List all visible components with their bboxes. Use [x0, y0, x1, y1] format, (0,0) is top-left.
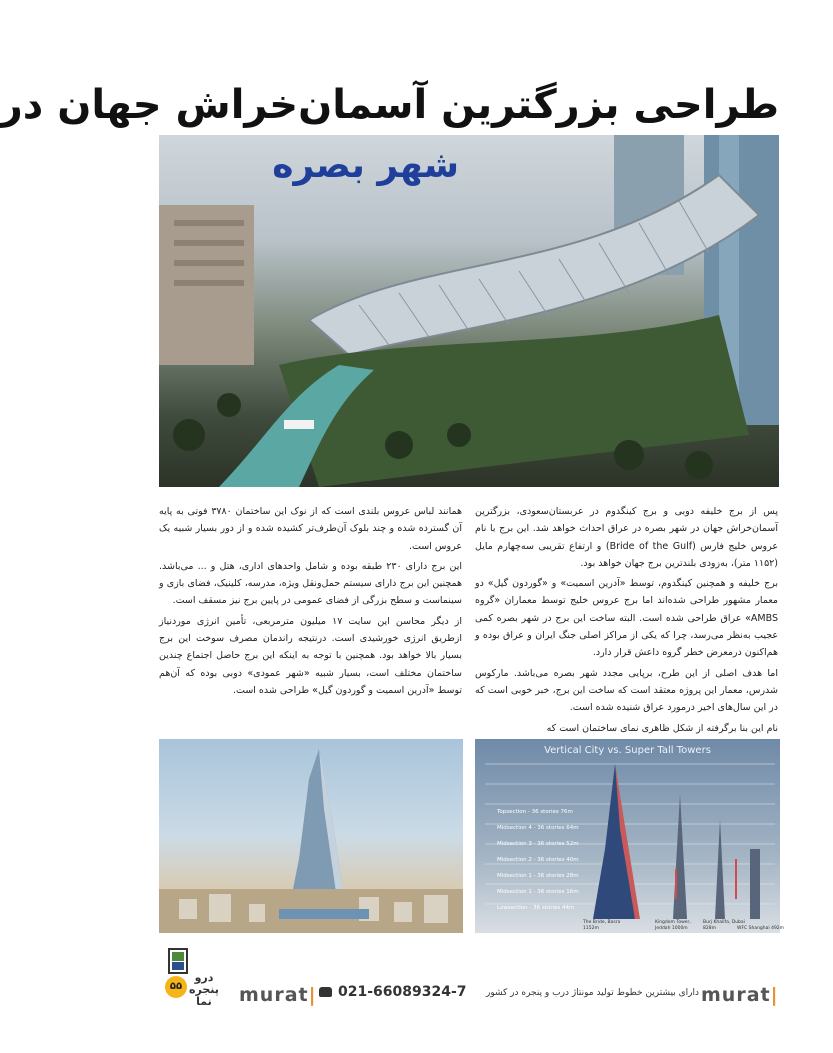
paragraph: از دیگر محاسن این سایت ۱۷ میلیون مترمربعی، تأمین انرژی موردنیاز ازطریق انرژی خورشیدی است. درنتیجه راندمان مصرف سوخت این برج بسیار بالا خواهد بود. همچنین با توجه به اینکه این برج حاصل اجتماع چندین ساختمان مختلف است، بسیار شبیه «شهر عمودی» دوبی بوده که آن‌هم توسط «آدرین اسمیت و گوردون گیل» طراحی شده است.	[159, 615, 462, 696]
diagram-caption: The Bride, Basra 1152m	[583, 920, 621, 931]
tower-silhouettes	[475, 739, 780, 933]
diagram-title: Vertical City vs. Super Tall Towers	[544, 745, 711, 756]
brand-logo-secondary: murat|	[239, 984, 317, 1006]
article-subtitle: شهر بصره	[272, 145, 459, 186]
article-column-left	[159, 503, 462, 702]
diagram-label: Midsection 1 - 36 stories 16m	[497, 889, 579, 895]
diagram-caption: WFC Shanghai 492m	[737, 925, 785, 931]
tower-illustration	[159, 739, 463, 933]
article-column-right	[475, 503, 778, 740]
footer-phone: 021-66089324-7	[319, 984, 467, 1000]
paragraph: این برج دارای ۲۳۰ طبقه بوده و شامل واحدهای اداری، هتل و ... می‌باشد. همچنین این برج دارای سیستم حمل‌ونقل ویژه، مدرسه، کلینیک، فضای بازی و سینماست و سطح بزرگی از فضای عمومی در پایین برج نیز مسقف است.	[159, 560, 462, 607]
diagram-label: Midsection 4 - 36 stories 64m	[497, 825, 579, 831]
brand-logo: murat|	[701, 984, 779, 1006]
diagram-label: Midsection 3 - 36 stories 52m	[497, 841, 579, 847]
paragraph: برج خلیفه و همچنین کینگدوم، توسط «آدرین اسمیت» و «گوردون گیل» دو معمار مشهور طراحی شده‌اند اما برج عروس خلیج توسط معماران «گروه AMBS» عراق طراحی شده است. البته ساخت این برج در شهر بصره کمی عجیب به‌نظر می‌رسد، چرا که یکی از مراکز اصلی جنگ ایران و عراق بوده و هم‌اکنون درمعرض خطر گروه داعش قرار دارد.	[475, 578, 778, 659]
height-comparison-diagram	[475, 739, 785, 933]
paragraph: اما هدف اصلی از این طرح، برپایی مجدد شهر بصره می‌باشد. مارکوس شدرس، معمار این پروژه معتقد است که ساخت این برج، خبر خوبی است که در این سال‌های اخیر درمورد عراق شنیده شده است.	[475, 667, 778, 714]
magazine-logo-icon	[168, 948, 188, 974]
magazine-name: درو پنجره نما	[189, 971, 219, 1008]
diagram-label: Topsection - 36 stories 76m	[497, 809, 573, 815]
paragraph: نام این بنا برگرفته از شکل ظاهری نمای ساختمان است که	[546, 722, 778, 734]
tower-photo	[159, 739, 463, 933]
page-number: ۵۵	[165, 976, 187, 998]
diagram-label: Midsection 2 - 36 stories 40m	[497, 857, 579, 863]
diagram-label: Midsection 1 - 36 stories 28m	[497, 873, 579, 879]
footer-tagline: دارای بیشترین خطوط تولید مونتاژ درب و پنجره در کشور	[485, 988, 699, 998]
diagram-caption: Burj Khalifa, Dubai 828m	[703, 920, 745, 931]
paragraph: پس از برج خلیفه دوبی و برج کینگدوم در عربستان‌سعودی، بزرگترین آسمان‌خراش جهان در شهر بصره در عراق احداث خواهد شد. این برج با نام عروس خلیج فارس (Bride of the Gulf) و ارتفاع تقریبی سه‌چهارم مایل (۱۱۵۲ متر)، به‌زودی بلندترین برج جهان خواهد بود.	[475, 506, 778, 569]
article-title: طراحی بزرگترین آسمان‌خراش جهان در	[0, 82, 779, 128]
diagram-label: Lowsection - 36 stories 44m	[497, 905, 575, 911]
paragraph: همانند لباس عروس بلندی است که از نوک این ساختمان ۳۷۸۰ فوتی به پایه آن گسترده شده و چند بلوک آن‌طرف‌تر کشیده شده و از دور بسیار شبیه یک عروس است.	[159, 506, 462, 552]
phone-icon	[319, 987, 332, 997]
diagram-caption: Kingdom Tower, Jeddah 1000m	[655, 920, 691, 931]
